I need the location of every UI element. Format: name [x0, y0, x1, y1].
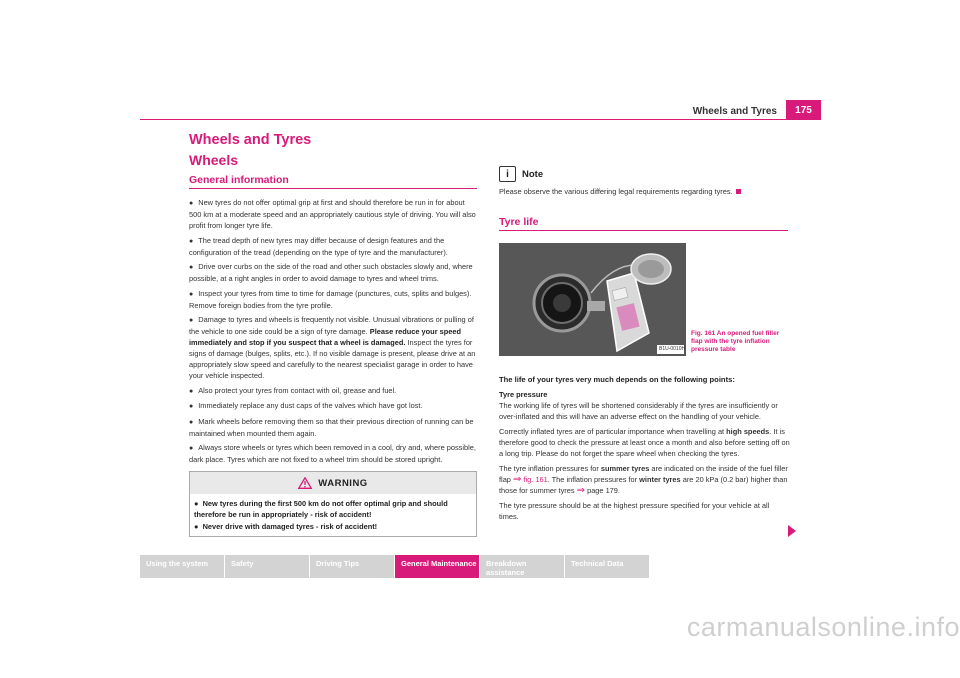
- bullet-dot-icon: ●: [189, 290, 194, 298]
- subhead-tyre-pressure: Tyre pressure: [499, 390, 548, 399]
- warning-item: ● Never drive with damaged tyres - risk of accident!: [194, 522, 378, 531]
- bullet-dot-icon: ●: [189, 403, 194, 410]
- bullet-dot-icon: ●: [189, 200, 194, 207]
- bullet-item: ● Damage to tyres and wheels is frequently not visible. Unusual vibrations or pulling of the vehicle to one side could be a sign of tyre damage. Please reduce your speed immediately and stop if you suspect that a wheel is damaged. Inspect the tyres for signs of damage (bulges, splits, etc.). If no visible damage is present, please drive at an appropriately slow speed and carefully to the nearest specialist garage in order to have your vehicle inspected.: [189, 315, 476, 380]
- paragraph: The tyre inflation pressures for summer tyres are indicated on the inside of the fuel filler flap ⇒ fig. 161. The inflation pressures for winter tyres are 20 kPa (0.2 bar) higher than those for summer tyres ⇒ page 179.: [499, 464, 788, 496]
- running-header-title: Wheels and Tyres: [692, 106, 777, 117]
- note-title: Note: [522, 168, 544, 180]
- note-text: Please observe the various differing legal requirements regarding tyres.: [499, 186, 789, 197]
- section-end-marker-icon: [736, 189, 741, 194]
- note-header: [499, 166, 789, 182]
- bullet-dot-icon: ●: [194, 499, 203, 508]
- warning-box: [189, 471, 477, 537]
- bullet-item: ● Also protect your tyres from contact with oil, grease and fuel.: [189, 385, 397, 395]
- subsection-title: Wheels: [189, 152, 239, 168]
- page-link[interactable]: page 179.: [587, 486, 620, 495]
- paragraph: Correctly inflated tyres are of particular importance when travelling at high speeds. It is therefore good to check the pressure at least once a month and also before setting off on a long trip. Please do not forget the spare wheel when checking the tyres.: [499, 427, 790, 458]
- warning-item: ● New tyres during the first 500 km do not offer optimal grip and should therefore be run in appropriately - risk of accident!: [194, 499, 448, 519]
- bullet-dot-icon: ●: [189, 387, 194, 395]
- bullet-item: ● The tread depth of new tyres may differ because of design features and the configuration of the tread (depending on the type of tyre and the manufacturer).: [189, 235, 448, 257]
- continue-arrow-icon[interactable]: [787, 525, 797, 537]
- bullet-item: ● Inspect your tyres from time to time for damage (punctures, cuts, splits and bulges). Remove foreign bodies from the tyre profile.: [189, 288, 472, 310]
- warning-title: WARNING: [318, 477, 368, 489]
- bullet-dot-icon: ●: [189, 445, 194, 452]
- warning-header: [190, 472, 476, 494]
- left-column: [189, 132, 477, 537]
- figure-code: B1U-0010H: [659, 346, 686, 352]
- paragraph: The tyre pressure should be at the highest pressure specified for your vehicle at all times.: [499, 501, 770, 521]
- bullet-item: ● Always store wheels or tyres which been removed in a cool, dry and, where possible, dark place. Tyres which are not fixed to a wheel trim should be stored upright.: [189, 443, 476, 464]
- lead-sentence: The life of your tyres very much depends on the following points:: [499, 375, 735, 384]
- watermark: carmanualsonline.info: [686, 612, 960, 642]
- topic-title-tyre-life: Tyre life: [499, 216, 788, 231]
- chapter-navigation: [140, 555, 650, 578]
- bullet-dot-icon: ●: [189, 237, 194, 245]
- figure-fuel-filler-flap: [499, 243, 686, 356]
- cross-reference-arrow-icon: ⇒: [512, 474, 522, 485]
- bullet-dot-icon: ●: [194, 522, 203, 531]
- info-note-icon: i: [499, 166, 516, 182]
- nav-tab-safety[interactable]: Safety: [225, 555, 309, 578]
- bullet-item: ● Drive over curbs on the side of the road and other such obstacles slowly and, where possible, at a right angles in order to avoid damage to tyres and wheel trims.: [189, 262, 473, 283]
- nav-tab-breakdown-assistance[interactable]: Breakdown assistance: [480, 555, 564, 578]
- section-title: Wheels and Tyres: [189, 132, 312, 148]
- warning-body: [190, 494, 476, 536]
- nav-tab-technical-data[interactable]: Technical Data: [565, 555, 649, 578]
- paragraph: The working life of tyres will be shortened considerably if the tyres are insufficiently or over-inflated and this will have an adverse effect on the handling of your vehicle.: [499, 401, 778, 421]
- nav-tab-general-maintenance[interactable]: General Maintenance: [395, 555, 479, 578]
- bullet-dot-icon: ●: [189, 264, 194, 271]
- topic-title-general-information: General information: [189, 174, 477, 189]
- fuel-filler-illustration-icon: [499, 243, 686, 356]
- bullet-item: ● Immediately replace any dust caps of the valves which have got lost.: [189, 401, 423, 410]
- bullet-item: ● New tyres do not offer optimal grip at first and should therefore be run in for about 500 km at a moderate speed and an appropriately cautious style of driving. You will also profit from longer tyre life.: [189, 198, 476, 230]
- bullet-dot-icon: ●: [189, 418, 194, 426]
- bullet-dot-icon: ●: [189, 317, 194, 324]
- nav-tab-driving-tips[interactable]: Driving Tips: [310, 555, 394, 578]
- cross-reference-arrow-icon: ⇒: [576, 485, 586, 496]
- page-number-badge: 175: [786, 100, 821, 120]
- figure-caption: Fig. 161 An opened fuel filler flap with the tyre inflation pressure table: [691, 330, 780, 353]
- tyre-life-text: [499, 375, 790, 526]
- warning-triangle-icon: [298, 477, 312, 489]
- nav-tab-using-the-system[interactable]: Using the system: [140, 555, 224, 578]
- figure-link[interactable]: fig. 161: [523, 475, 548, 484]
- bullet-item: ● Mark wheels before removing them so that their previous direction of running can be maintained when mounted them again.: [189, 416, 474, 438]
- header-rule: [140, 119, 786, 120]
- note-block: [499, 166, 789, 201]
